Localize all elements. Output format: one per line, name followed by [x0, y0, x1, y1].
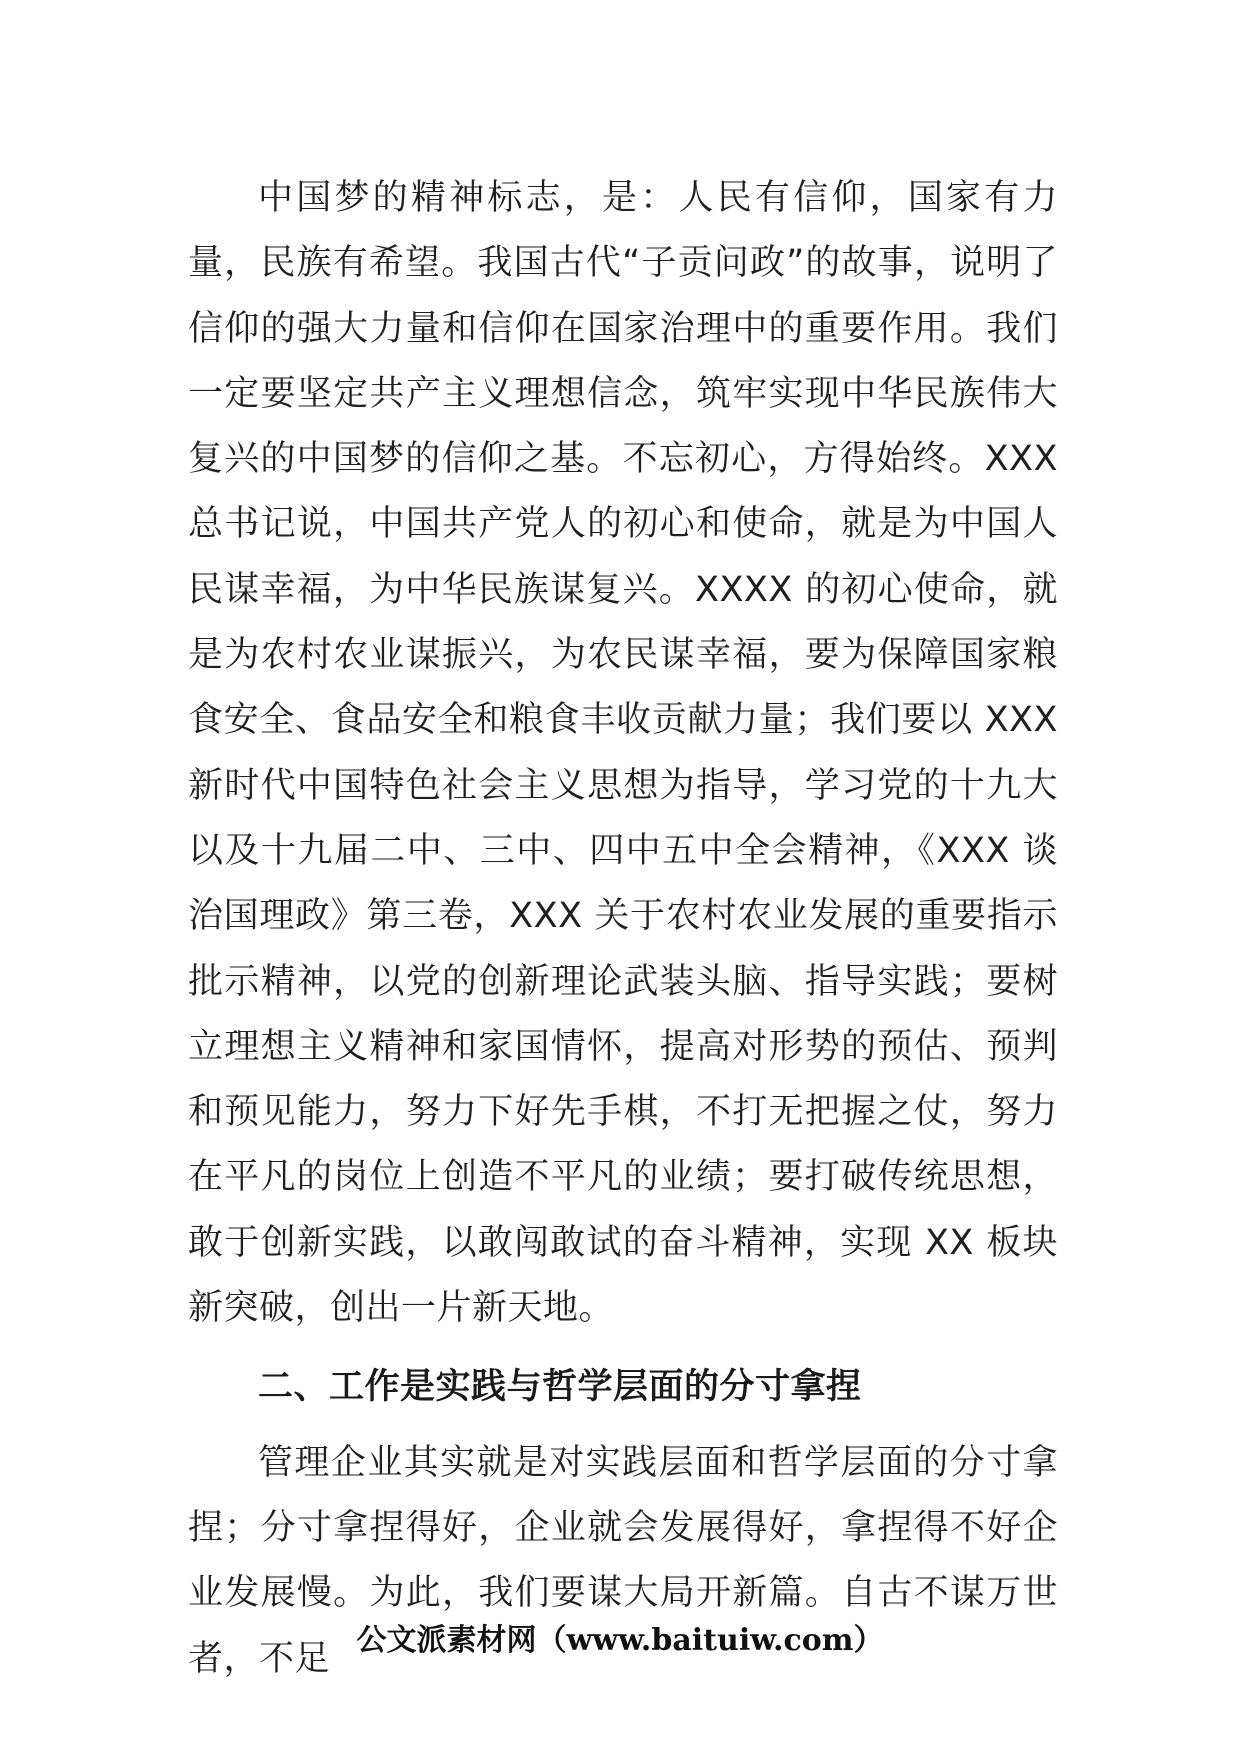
section-heading: 二、工作是实践与哲学层面的分寸拿捏	[258, 1367, 862, 1408]
body-paragraph: 中国梦的精神标志，是：人民有信仰，国家有力量，民族有希望。我国古代“子贡问政”的故事，说明了信仰的强大力量和信仰在国家治理中的重要作用。我们一定要坚定共产主义理想信念，筑牢实现中华民族伟大复兴的中国梦的信仰之基。不忘初心，方得始终。XXX 总书记说，中国共产党人的初心和使命，就是为中国人民谋幸福，为中华民族谋复兴。XXXX 的初心使命，就是为农村农业谋振兴，为农民谋幸福，要为保障国家粮食安全、食品安全和粮食丰收贡献力量；我们要以 XXX 新时代中国特色社会主义思想为指导，学习党的十九大以及十九届二中、三中、四中五中全会精神，《XXX 谈治国理政》第三卷，XXX 关于农村农业发展的重要指示批示精神，以党的创新理论武装头脑、指导实践；要树立理想主义精神和家国情怀，提高对形势的预估、预判和预见能力，努力下好先手棋，不打无把握之仗，努力在平凡的岗位上创造不平凡的业绩；要打破传统思想，敢于创新实践，以敢闯敢试的奋斗精神，实现 XX 板块新突破，创出一片新天地。	[188, 178, 1058, 1329]
document-body	[188, 166, 1058, 1692]
body-paragraph: 管理企业其实就是对实践层面和哲学层面的分寸拿捏；分寸拿捏得好，企业就会发展得好，拿捏得不好企业发展慢。为此，我们要谋大局开新篇。自古不谋万世者，不足	[188, 1442, 1058, 1679]
footer-watermark: 公文派素材网（www.baituiw.com）	[356, 1623, 884, 1658]
